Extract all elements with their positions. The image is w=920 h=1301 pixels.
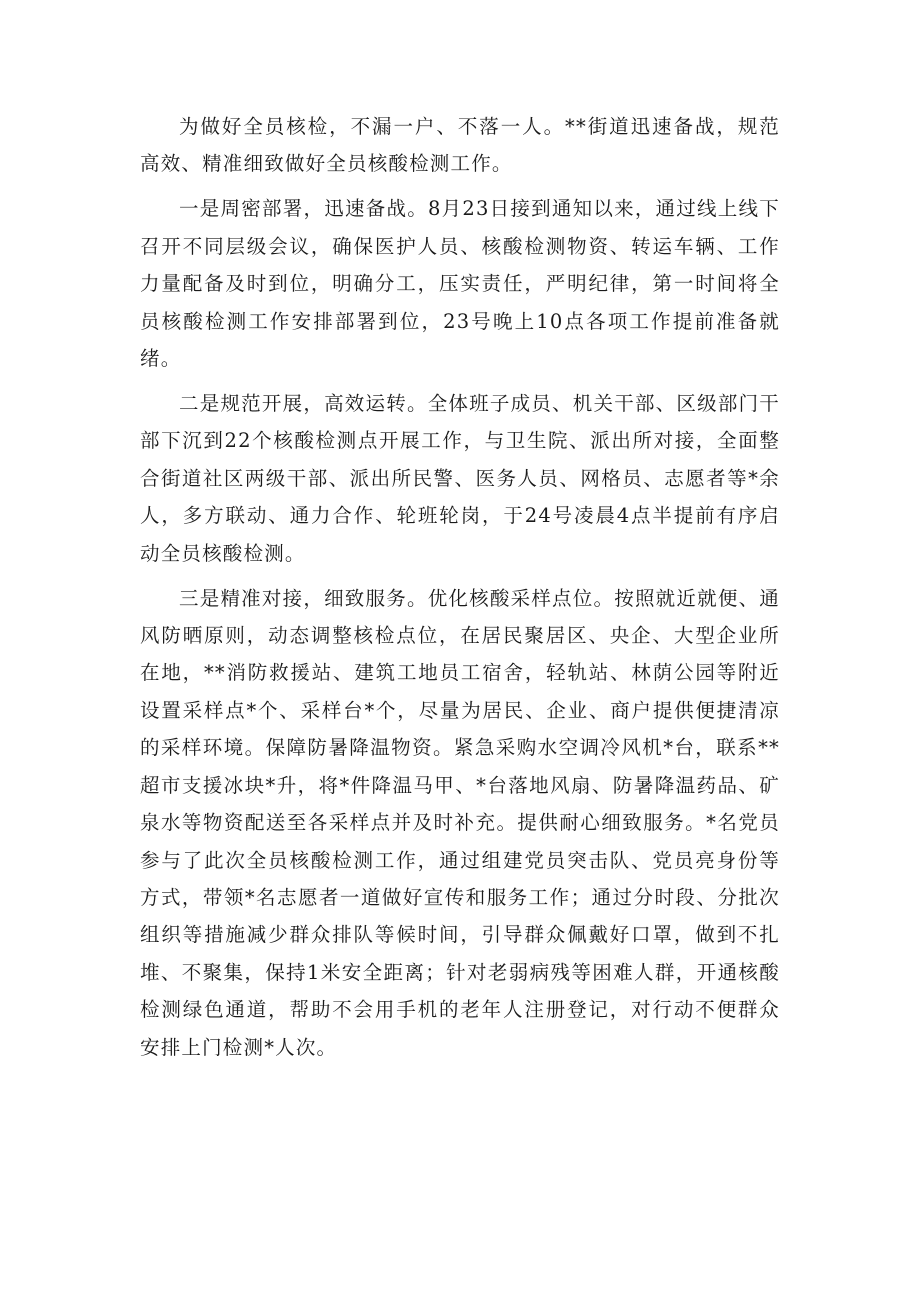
paragraph-intro: 为做好全员核检，不漏一户、不落一人。**街道迅速备战，规范高效、精准细致做好全员核酸检测工作。: [140, 115, 780, 176]
paragraph-operation: 二是规范开展，高效运转。全体班子成员、机关干部、区级部门干部下沉到22个核酸检测点开展工作，与卫生院、派出所对接，全面整合街道社区两级干部、派出所民警、医务人员、网格员、志愿者等*余人，多方联动、通力合作、轮班轮岗，于24号凌晨4点半提前有序启动全员核酸检测。: [140, 392, 780, 565]
paragraph-deployment: 一是周密部署，迅速备战。8月23日接到通知以来，通过线上线下召开不同层级会议，确保医护人员、核酸检测物资、转运车辆、工作力量配备及时到位，明确分工，压实责任，严明纪律，第一时间将全员核酸检测工作安排部署到位，23号晚上10点各项工作提前准备就绪。: [140, 197, 780, 371]
document-body: [140, 108, 780, 1074]
paragraph-service: 三是精准对接，细致服务。优化核酸采样点位。按照就近就便、通风防晒原则，动态调整核检点位，在居民聚居区、央企、大型企业所在地，**消防救援站、建筑工地员工宿舍，轻轨站、林荫公园等附近设置采样点*个、采样台*个，尽量为居民、企业、商户提供便捷清凉的采样环境。保障防暑降温物资。紧急采购水空调冷风机*台，联系**超市支援冰块*升，将*件降温马甲、*台落地风扇、防暑降温药品、矿泉水等物资配送至各采样点并及时补充。提供耐心细致服务。*名党员参与了此次全员核酸检测工作，通过组建党员突击队、党员亮身份等方式，带领*名志愿者一道做好宣传和服务工作；通过分时段、分批次组织等措施减少群众排队等候时间，引导群众佩戴好口罩，做到不扎堆、不聚集，保持1米安全距离；针对老弱病残等困难人群，开通核酸检测绿色通道，帮助不会用手机的老年人注册登记，对行动不便群众安排上门检测*人次。: [140, 586, 780, 1059]
